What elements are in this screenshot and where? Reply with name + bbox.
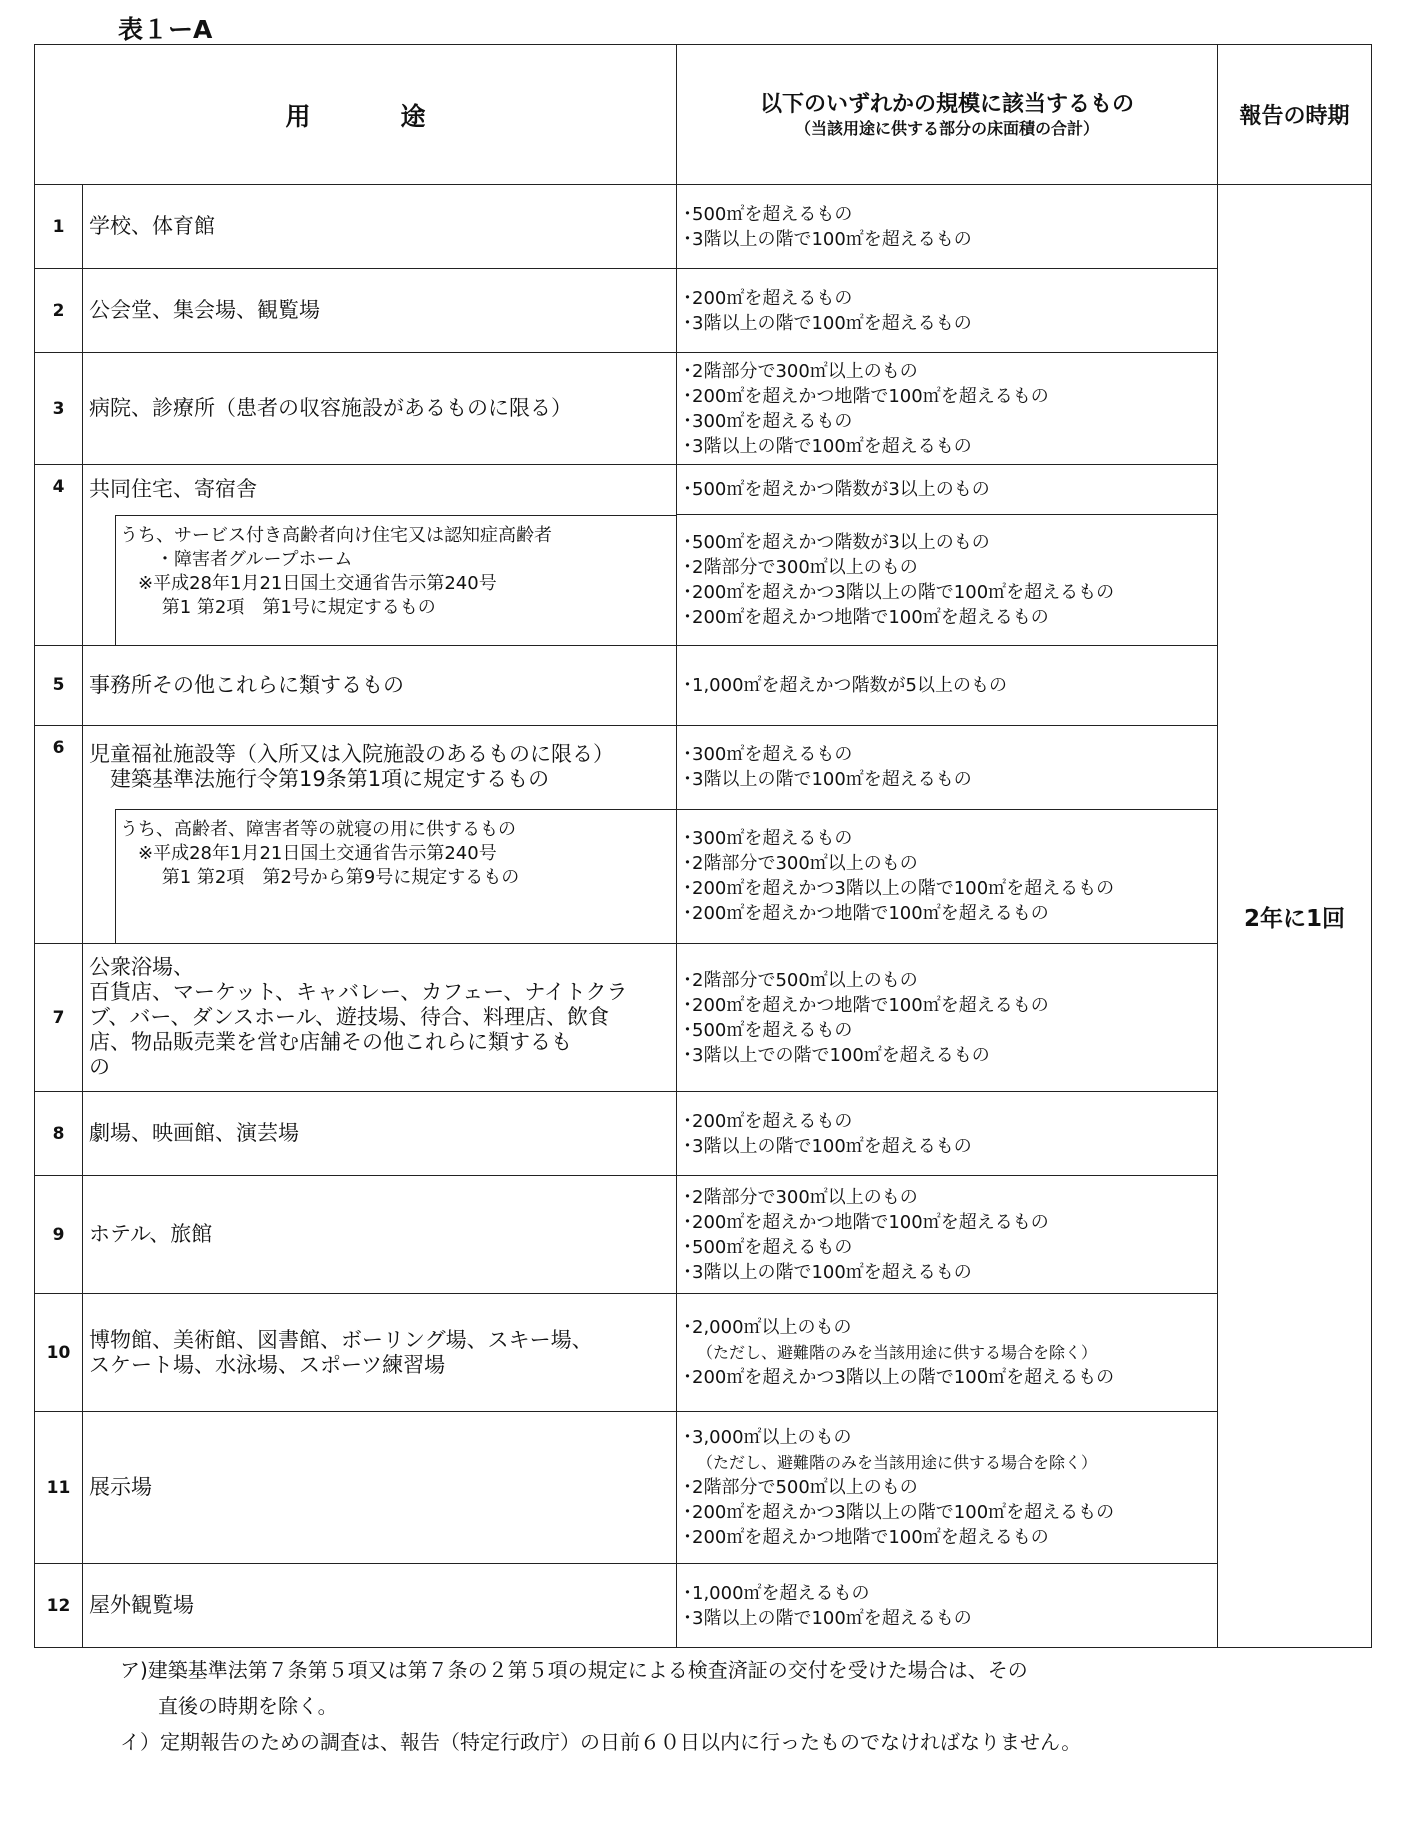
footnote-i: イ）定期報告のための調査は、報告（特定行政庁）の日前６０日以内に行ったものでなければなりません。 [120,1730,1082,1754]
header-use [35,45,677,185]
sub-scale-line: ･200㎡を超えかつ3階以上の階で100㎡を超えるもの [683,878,1115,900]
row-scale [677,725,1218,809]
footnote-a-cont: 直後の時期を除く。 [158,1694,338,1718]
use-line: 病院、診療所（患者の収容施設があるものに限る） [89,396,572,420]
row-number: 6 [35,725,83,944]
scale-line: ･200㎡を超えかつ3階以上の階で100㎡を超えるもの [683,1502,1115,1523]
scale-line: ･2階部分で500㎡以上のもの [683,969,918,991]
use-line: 屋外観覧場 [89,1593,194,1617]
table-row [35,269,1372,353]
row-use [83,645,677,725]
table-title: 表１ーA [118,15,213,44]
table-row [35,1294,1372,1412]
scale-line: ･3,000㎡以上のもの [683,1427,852,1448]
scale-line: ･3階以上の階で100㎡を超えるもの [683,1261,972,1283]
row-use [83,1564,677,1648]
scale-line: ･1,000㎡を超えるもの [683,1582,870,1604]
header-use-text2: 途 [400,101,426,131]
row-use [83,1092,677,1176]
scale-line: ･3階以上の階で100㎡を超えるもの [683,1607,972,1629]
footnote-a: ア)建築基準法第７条第５項又は第７条の２第５項の規定による検査済証の交付を受けた場合は、その [120,1658,1028,1682]
use-line: 公衆浴場、 [89,955,194,979]
sub-use-line: うち、サービス付き高齢者向け住宅又は認知症高齢者 [120,524,552,546]
row-scale [677,465,1218,515]
scale-line: ･200㎡を超えるもの [683,287,853,309]
table-row [35,1412,1372,1564]
row-number: 1 [35,185,83,269]
sub-scale-line: ･300㎡を超えるもの [683,828,853,850]
requirements-table [34,44,1372,1648]
row-number: 4 [35,465,83,646]
use-line: 店、物品販売業を営む店舗その他これらに類するも [89,1030,572,1054]
scale-line: ･500㎡を超えるもの [683,1019,853,1041]
table-row [35,944,1372,1092]
use-line: 学校、体育館 [89,214,215,238]
scale-line: ･2階部分で500㎡以上のもの [683,1477,918,1498]
header-scale [677,45,1218,185]
row-scale [677,1176,1218,1294]
scale-line: ･500㎡を超えるもの [683,203,853,225]
subrow-use-cell [83,515,677,646]
scale-line: ･3階以上の階で100㎡を超えるもの [683,435,972,457]
row-scale [677,269,1218,353]
header-scale-sub: （当該用途に供する部分の床面積の合計） [794,118,1099,138]
row-use [83,1412,677,1564]
row-scale [677,944,1218,1092]
row-use [83,353,677,465]
sub-scale-line: ･500㎡を超えかつ階数が3以上のもの [683,531,990,553]
scale-line: ･3階以上の階で100㎡を超えるもの [683,312,972,334]
subrow-use-cell [83,809,677,944]
table-row [35,1176,1372,1294]
use-line: 博物館、美術館、図書館、ボーリング場、スキー場、 [89,1327,593,1352]
use-line: 展示場 [89,1475,152,1499]
row-number: 8 [35,1092,83,1176]
sub-use-line: うち、高齢者、障害者等の就寝の用に供するもの [120,819,516,840]
use-line: 児童福祉施設等（入所又は入院施設のあるものに限る） [89,742,614,767]
scale-line: （ただし、避難階のみを当該用途に供する場合を除く） [697,1453,1098,1472]
scale-line: ･1,000㎡を超えかつ階数が5以上のもの [683,674,1007,696]
sub-use-line: ・障害者グループホーム [120,548,353,570]
sub-scale-line: ･200㎡を超えかつ地階で100㎡を超えるもの [683,903,1049,925]
scale-line: ･3階以上での階で100㎡を超えるもの [683,1044,990,1066]
scale-line: ･200㎡を超えるもの [683,1110,853,1132]
scale-line: ･500㎡を超えかつ階数が3以上のもの [683,479,990,500]
table-row [35,465,1372,515]
sub-use-line: 第1 第2項 第1号に規定するもの [120,596,436,618]
table-row [35,1092,1372,1176]
scale-line: ･3階以上の階で100㎡を超えるもの [683,1135,972,1157]
row-number: 11 [35,1412,83,1564]
header-scale-main: 以下のいずれかの規模に該当するもの [759,91,1134,117]
sub-use-line: ※平成28年1月21日国土交通省告示第240号 [120,843,497,864]
use-line: の [89,1055,110,1079]
table-row [35,185,1372,269]
scale-line: ･200㎡を超えかつ3階以上の階で100㎡を超えるもの [683,1367,1115,1388]
row-use [83,1294,677,1412]
row-number: 7 [35,944,83,1092]
scale-line: ･200㎡を超えかつ地階で100㎡を超えるもの [683,994,1049,1016]
scale-line: ･2,000㎡以上のもの [683,1317,852,1338]
row-scale [677,353,1218,465]
subrow-scale [677,809,1218,944]
scale-line: ･200㎡を超えかつ地階で100㎡を超えるもの [683,1527,1049,1548]
use-line: 百貨店、マーケット、キャバレー、カフェー、ナイトクラ [89,980,628,1004]
row-scale [677,1412,1218,1564]
scale-line: ･2階部分で300㎡以上のもの [683,1186,918,1208]
subrow-use [115,809,676,943]
use-line: 建築基準法施行令第19条第1項に規定するもの [89,767,550,792]
use-line: ブ、バー、ダンスホール、遊技場、待合、料理店、飲食 [89,1005,609,1029]
row-number: 5 [35,645,83,725]
subrow-scale [677,515,1218,646]
row-use [83,185,677,269]
header-row [35,45,1372,185]
use-line: 事務所その他これらに類するもの [89,672,404,697]
table-subrow [35,515,1372,646]
header-use-text: 用 [285,101,311,131]
scale-line: ･300㎡を超えるもの [683,410,853,432]
row-number: 9 [35,1176,83,1294]
sub-use-line: ※平成28年1月21日国土交通省告示第240号 [120,572,497,594]
table-row [35,725,1372,809]
scale-line: ･300㎡を超えるもの [683,744,853,765]
sub-scale-line: ･200㎡を超えかつ地階で100㎡を超えるもの [683,606,1049,628]
scale-line: ･200㎡を超えかつ地階で100㎡を超えるもの [683,385,1049,407]
row-scale [677,185,1218,269]
row-scale [677,1092,1218,1176]
row-number: 3 [35,353,83,465]
sub-scale-line: ･2階部分で300㎡以上のもの [683,853,918,875]
row-use [83,725,677,809]
table-row [35,645,1372,725]
scale-line: ･200㎡を超えかつ地階で100㎡を超えるもの [683,1211,1049,1233]
row-use [83,269,677,353]
sub-scale-line: ･2階部分で300㎡以上のもの [683,556,918,578]
use-line: スケート場、水泳場、スポーツ練習場 [89,1352,446,1377]
scale-line: ･3階以上の階で100㎡を超えるもの [683,769,972,790]
scale-line: ･2階部分で300㎡以上のもの [683,360,918,382]
row-scale [677,645,1218,725]
use-line: ホテル、旅館 [89,1222,213,1246]
row-scale [677,1564,1218,1648]
table-row [35,353,1372,465]
use-line: 共同住宅、寄宿舎 [89,477,257,502]
scale-line: ･3階以上の階で100㎡を超えるもの [683,228,972,250]
sub-use-line: 第1 第2項 第2号から第9号に規定するもの [120,867,520,888]
table-row [35,1564,1372,1648]
row-use [83,465,677,515]
sub-scale-line: ･200㎡を超えかつ3階以上の階で100㎡を超えるもの [683,581,1115,603]
row-number: 12 [35,1564,83,1648]
subrow-use [115,515,676,645]
scale-line: （ただし、避難階のみを当該用途に供する場合を除く） [697,1343,1098,1362]
row-use [83,1176,677,1294]
header-period: 報告の時期 [1218,45,1372,185]
report-period: 2年に1回 [1218,185,1372,1648]
use-line: 公会堂、集会場、観覧場 [89,298,320,322]
scale-line: ･500㎡を超えるもの [683,1236,853,1258]
row-number: 10 [35,1294,83,1412]
use-line: 劇場、映画館、演芸場 [89,1121,299,1145]
footnotes [120,1652,1081,1760]
row-scale [677,1294,1218,1412]
row-number: 2 [35,269,83,353]
row-use [83,944,677,1092]
table-subrow [35,809,1372,944]
